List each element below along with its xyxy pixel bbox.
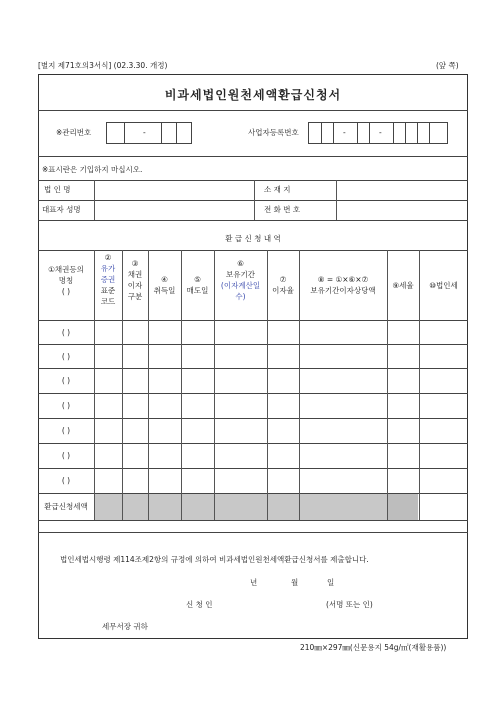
- table-row-6-name[interactable]: ( ): [61, 451, 71, 460]
- total-refund-label: 환급신청세액: [44, 502, 88, 511]
- col-holding-period-header: ⑥ 보유기간 (이자계산일 수): [220, 259, 261, 301]
- table-row-3-name[interactable]: ( ): [61, 376, 71, 385]
- management-number-dash: -: [143, 128, 146, 137]
- addressee-label: 세무서장 귀하: [102, 622, 148, 631]
- col-sale-date-header: ⑤ 매도일: [186, 275, 209, 295]
- table-row-2-name[interactable]: ( ): [61, 352, 71, 361]
- business-number-label: 사업자등록번호: [248, 128, 299, 137]
- col-tax-rate-header: ⑨세율: [392, 281, 414, 290]
- page-side-label: (앞 쪽): [436, 61, 459, 70]
- corp-name-input[interactable]: [96, 182, 252, 198]
- signature-label: (서명 또는 인): [326, 600, 373, 609]
- date-year-label: 년: [250, 578, 258, 587]
- form-number-label: [별지 제71호의3서식] (02.3.30. 개정): [38, 61, 168, 70]
- location-label: 소 재 지: [264, 185, 291, 194]
- business-number-dash-1: -: [343, 128, 346, 137]
- paper-spec-footer: 210㎜×297㎜(신문용지 54g/㎡(재활용품)): [300, 643, 447, 652]
- date-day-label: 일: [327, 578, 335, 587]
- date-month-label: 월: [291, 578, 299, 587]
- business-number-dash-2: -: [379, 128, 382, 137]
- management-number-field[interactable]: [106, 122, 192, 144]
- phone-label: 전 화 번 호: [264, 205, 301, 214]
- table-row-4-name[interactable]: ( ): [61, 401, 71, 410]
- total-shaded-area: [95, 494, 387, 520]
- form-title: 비과세법인원천세액환급신청서: [164, 88, 342, 102]
- applicant-label: 신 청 인: [186, 600, 213, 609]
- representative-label: 대표자 성명: [42, 205, 81, 214]
- table-row-1-name[interactable]: ( ): [61, 328, 71, 337]
- management-number-label: ※관리번호: [56, 128, 92, 137]
- col-bond-name-header: ①채권등의 명칭 ( ): [48, 265, 84, 296]
- notice-text: ※표시란은 기입하지 마십시오.: [42, 165, 143, 174]
- col-security-code-header: ② 유가 증권 표준 코드: [100, 253, 116, 306]
- total-tax-rate-shaded: [388, 494, 418, 520]
- col-interest-equivalent-header: ⑧ = ①×⑥×⑦ 보유기간이자상당액: [310, 275, 376, 295]
- representative-input[interactable]: [96, 202, 252, 218]
- col-corporate-tax-header: ⑩법인세: [429, 281, 458, 290]
- corp-name-label: 법 인 명: [44, 185, 71, 194]
- declaration-text: 법인세법시행령 제114조제2항의 규정에 의하여 비과세법인원천세액환급신청서를 제출합니다.: [60, 555, 369, 564]
- col-interest-type-header: ③ 채권 이자 구분: [127, 259, 143, 301]
- table-row-5-name[interactable]: ( ): [61, 426, 71, 435]
- col-acquisition-date-header: ④ 취득일: [153, 275, 176, 295]
- table-row-7-name[interactable]: ( ): [61, 476, 71, 485]
- phone-input[interactable]: [338, 202, 466, 218]
- section-title: 환 급 신 청 내 역: [225, 234, 281, 243]
- col-interest-rate-header: ⑦ 이자율: [272, 275, 294, 295]
- location-input[interactable]: [338, 182, 466, 198]
- business-number-field[interactable]: [308, 122, 448, 144]
